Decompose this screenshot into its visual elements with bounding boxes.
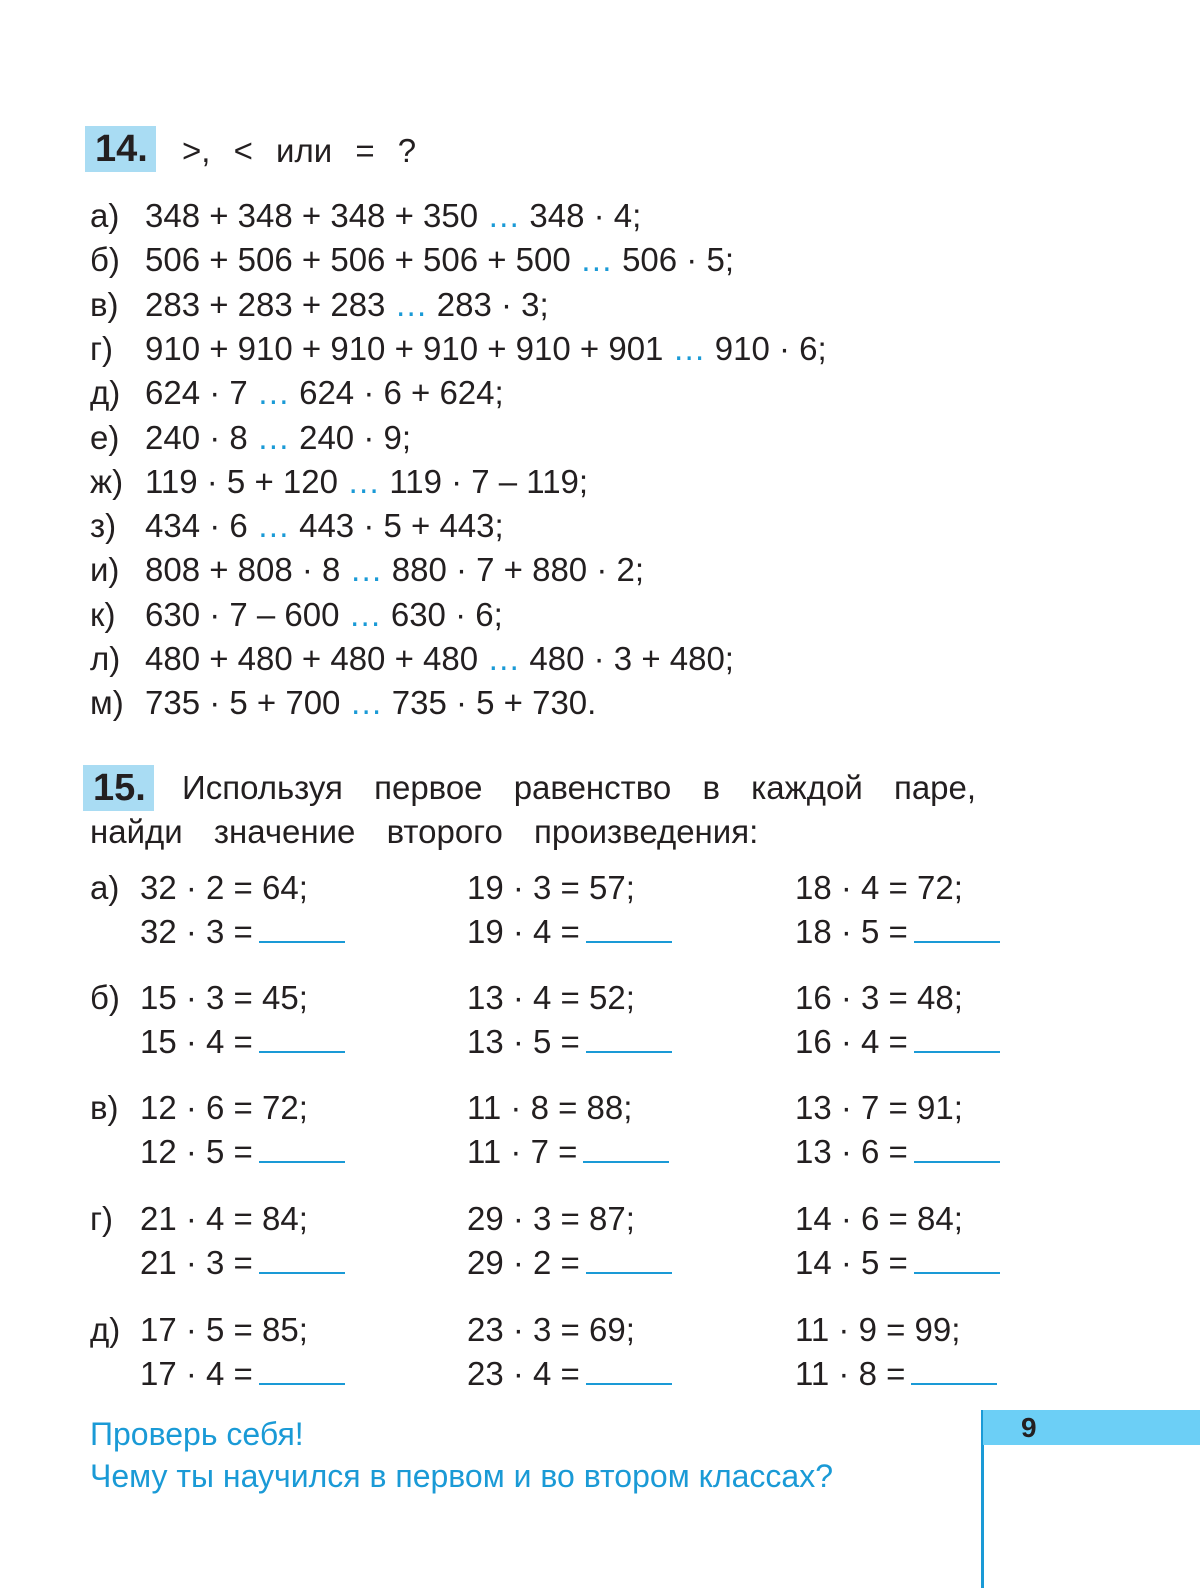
comparison-item [90,504,504,548]
answer-blank[interactable] [259,1242,345,1274]
group-label: б) [90,979,120,1016]
item-label: и) [90,551,120,589]
check-yourself-subheading: Чему ты научился в первом и во втором классах? [90,1458,833,1494]
product-to-find [140,1130,345,1174]
given-equality: 13 · 7 = 91; [795,1089,963,1126]
answer-blank[interactable] [259,1353,345,1385]
left-expression: 434 · 6 [145,507,248,545]
product-expression: 19 · 4 = [467,913,580,950]
right-expression: 480 · 3 + 480; [529,640,734,677]
comparison-item [90,283,549,327]
product-expression: 18 · 5 = [795,913,908,950]
answer-blank[interactable] [583,1131,669,1163]
given-equality: 11 · 8 = 88; [467,1089,633,1126]
comparison-blank: … [487,640,521,677]
right-expression: 283 · 3; [436,285,549,323]
given-equality: 15 · 3 = 45; [140,979,308,1016]
product-expression: 13 · 6 = [795,1133,908,1170]
comparison-blank: … [256,374,290,412]
product-expression: 21 · 3 = [140,1244,253,1281]
page-number-tab [983,1410,1200,1445]
right-expression: 880 · 7 + 880 · 2; [391,551,645,589]
left-expression: 283 + 283 + 283 [145,285,386,323]
product-expression: 11 · 7 = [467,1133,578,1170]
product-to-find [467,1130,669,1174]
answer-blank[interactable] [586,1021,672,1053]
given-equality: 23 · 3 = 69; [467,1311,635,1348]
item-label: е) [90,418,120,456]
comparison-item [90,416,411,460]
group-label: г) [90,1200,114,1237]
comparison-item [90,637,734,681]
product-to-find [795,910,1000,954]
given-equality: 21 · 4 = 84; [140,1200,308,1237]
product-to-find [795,1130,1000,1174]
left-expression: 348 + 348 + 348 + 350 [145,197,479,234]
given-equality: 13 · 4 = 52; [467,979,635,1016]
answer-blank[interactable] [914,911,1000,943]
left-expression: 480 + 480 + 480 + 480 [145,640,479,677]
answer-blank[interactable] [586,1242,672,1274]
right-expression: 630 · 6; [390,595,503,633]
given-equality: 16 · 3 = 48; [795,979,963,1016]
comparison-item [90,371,504,415]
given-equality: 11 · 9 = 99; [795,1311,961,1348]
given-equality: 14 · 6 = 84; [795,1200,963,1237]
product-expression: 12 · 5 = [140,1133,253,1170]
check-yourself-heading: Проверь себя! [90,1416,304,1452]
right-expression: 119 · 7 – 119; [389,462,589,500]
product-expression: 17 · 4 = [140,1355,253,1392]
product-expression: 32 · 3 = [140,913,253,950]
item-label: л) [90,640,121,677]
item-label: а) [90,197,120,234]
given-equality: 19 · 3 = 57; [467,869,635,906]
comparison-item [90,194,641,238]
product-expression: 13 · 5 = [467,1023,580,1060]
product-to-find [467,1352,672,1396]
item-label: д) [90,374,121,412]
left-expression: 240 · 8 [145,418,248,456]
answer-blank[interactable] [914,1021,1000,1053]
group-label: а) [90,869,120,906]
product-to-find [795,1241,1000,1285]
right-expression: 348 · 4; [529,197,642,234]
comparison-blank: … [256,507,290,545]
exercise-15-prompt-line1: Используя первое равенство в каждой паре, [182,769,977,806]
comparison-blank: … [394,285,428,323]
answer-blank[interactable] [586,911,672,943]
left-expression: 119 · 5 + 120 [145,462,338,500]
item-label: м) [90,684,124,722]
right-expression: 443 · 5 + 443; [299,507,504,545]
comparison-blank: … [349,684,383,722]
comparison-item [90,460,588,504]
answer-blank[interactable] [259,1021,345,1053]
comparison-blank: … [579,241,613,279]
given-equality: 32 · 2 = 64; [140,869,308,906]
answer-blank[interactable] [914,1242,1000,1274]
left-expression: 624 · 7 [145,374,248,412]
product-to-find [467,910,672,954]
given-equality: 12 · 6 = 72; [140,1089,308,1126]
comparison-item [90,238,734,282]
item-label: к) [90,595,116,633]
comparison-item [90,548,644,592]
comparison-blank: … [672,329,706,367]
exercise-14-number: 14. [85,126,156,172]
comparison-blank: … [487,197,521,234]
product-to-find [140,910,345,954]
left-expression: 910 + 910 + 910 + 910 + 910 + 901 [145,329,664,367]
answer-blank[interactable] [259,911,345,943]
group-label: в) [90,1089,119,1126]
answer-blank[interactable] [586,1353,672,1385]
product-expression: 14 · 5 = [795,1244,908,1281]
product-to-find [467,1241,672,1285]
item-label: г) [90,329,114,367]
exercise-14-prompt: >, < или = ? [182,132,417,169]
given-equality: 18 · 4 = 72; [795,869,963,906]
left-expression: 735 · 5 + 700 [145,684,341,722]
product-to-find [140,1352,345,1396]
product-to-find [140,1241,345,1285]
comparison-item [90,327,827,371]
given-equality: 29 · 3 = 87; [467,1200,635,1237]
product-expression: 16 · 4 = [795,1023,908,1060]
item-label: з) [90,507,117,545]
comparison-item [90,593,503,637]
given-equality: 17 · 5 = 85; [140,1311,308,1348]
group-label: д) [90,1311,121,1348]
product-expression: 23 · 4 = [467,1355,580,1392]
left-expression: 808 + 808 · 8 [145,551,341,589]
right-expression: 506 · 5; [622,241,734,279]
answer-blank[interactable] [914,1131,1000,1163]
right-expression: 735 · 5 + 730. [391,684,597,722]
item-label: ж) [90,462,124,500]
left-expression: 506 + 506 + 506 + 506 + 500 [145,241,571,279]
comparison-blank: … [348,595,382,633]
exercise-15-number: 15. [83,765,154,811]
page-number: 9 [1021,1412,1037,1443]
comparison-blank: … [347,462,381,500]
left-expression: 630 · 7 – 600 [145,595,340,633]
product-to-find [467,1020,672,1064]
answer-blank[interactable] [911,1353,997,1385]
product-expression: 11 · 8 = [795,1355,906,1392]
comparison-blank: … [349,551,383,589]
right-expression: 240 · 9; [299,418,412,456]
right-expression: 910 · 6; [714,329,827,367]
product-expression: 29 · 2 = [467,1244,580,1281]
product-to-find [795,1352,997,1396]
item-label: в) [90,285,119,323]
comparison-blank: … [256,418,290,456]
product-to-find [140,1020,345,1064]
exercise-15-prompt-line2: найди значение второго произведения: [90,813,759,850]
product-to-find [795,1020,1000,1064]
right-expression: 624 · 6 + 624; [299,374,504,412]
answer-blank[interactable] [259,1131,345,1163]
item-label: б) [90,241,120,279]
comparison-item [90,681,596,725]
product-expression: 15 · 4 = [140,1023,253,1060]
